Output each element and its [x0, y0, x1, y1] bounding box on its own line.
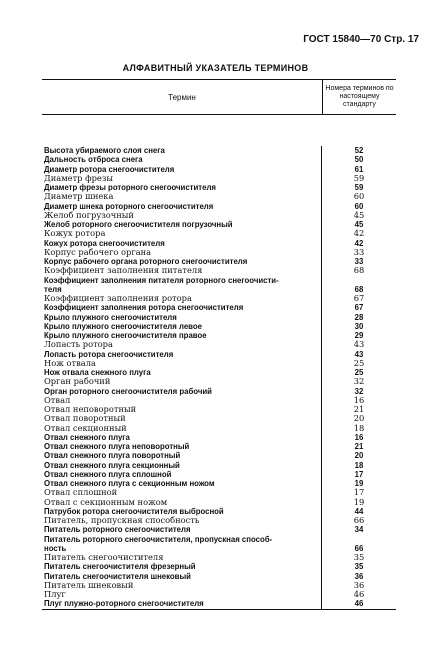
term-cell: Высота убираемого слоя снега [42, 146, 322, 155]
page-header: ГОСТ 15840—70 Стр. 17 [303, 34, 419, 45]
term-number-cell: 59 [353, 172, 365, 183]
table-row [42, 155, 396, 164]
term-number-cell: 42 [354, 238, 364, 248]
term-number-cell: 28 [354, 312, 364, 322]
table-row [42, 442, 396, 451]
term-number-cell: 43 [354, 349, 364, 359]
table-row [42, 220, 396, 229]
table-row [42, 405, 396, 414]
term-number-cell: 34 [354, 525, 364, 535]
term-cell: Дальность отброса снега [42, 155, 322, 164]
term-number-cell: 18 [353, 422, 365, 433]
table-row [42, 507, 396, 516]
term-cell: Коэффициент заполнения ротора [42, 294, 322, 303]
term-number-cell: 45 [353, 209, 365, 220]
term-cell: Диаметр ротора снегоочистителя [42, 165, 322, 174]
table-row [42, 146, 396, 155]
term-cell: Коэффициент заполнения питателя [42, 266, 322, 275]
term-number-cell: 30 [354, 321, 364, 331]
table-row [42, 248, 396, 257]
term-number-cell: 19 [354, 479, 364, 488]
term-cell: Отвал снежного плуга [42, 433, 322, 442]
term-number-cell: 17 [353, 487, 365, 498]
table-row [42, 488, 396, 497]
term-cell: Крыло плужного снегоочистителя [42, 313, 322, 322]
term-cell: Коэффициент заполнения ротора снегоочистителя [42, 303, 322, 312]
table-row [42, 239, 396, 248]
table-row [42, 544, 396, 553]
term-cell: Питатель, пропускная способность [42, 516, 322, 525]
table-row [42, 479, 396, 488]
table-row [42, 396, 396, 405]
table-row [42, 562, 396, 571]
term-number-cell: 36 [353, 579, 365, 590]
table-row [42, 414, 396, 423]
term-number-cell: 60 [353, 191, 365, 202]
term-cell: Отвал поворотный [42, 414, 322, 423]
term-number-cell [322, 276, 396, 285]
table-row [42, 340, 396, 349]
table-row [42, 516, 396, 525]
term-number-cell: 20 [353, 413, 365, 424]
table-row [42, 470, 396, 479]
term-number-cell: 33 [353, 246, 365, 257]
term-cell: Диаметр шнека роторного снегоочистителя [42, 202, 322, 211]
table-row [42, 211, 396, 220]
table-row [42, 192, 396, 201]
term-cell: Питатель снегоочистителя [42, 553, 322, 562]
term-cell: Отвал с секционным ножом [42, 498, 322, 507]
term-cell: Крыло плужного снегоочистителя левое [42, 322, 322, 331]
term-number-cell: 21 [354, 442, 364, 451]
table-row [42, 202, 396, 211]
term-number-cell: 42 [353, 228, 365, 239]
table-row [42, 581, 396, 590]
term-number-cell: 16 [354, 432, 364, 442]
term-number-cell: 45 [354, 220, 364, 229]
term-cell: Орган роторного снегоочистителя рабочий [42, 387, 322, 396]
term-cell: Лопасть ротора снегоочистителя [42, 350, 322, 359]
table-row [42, 229, 396, 238]
term-cell: Орган рабочий [42, 377, 322, 386]
table-header [42, 80, 396, 114]
table-body [42, 114, 396, 609]
table-row [42, 387, 396, 396]
term-number-cell: 67 [354, 303, 364, 313]
term-cell: Отвал [42, 396, 322, 405]
term-number-cell: 67 [353, 293, 365, 303]
table-row [42, 322, 396, 331]
term-number-cell: 25 [353, 357, 365, 368]
table-row [42, 590, 396, 599]
term-cell: Кожух ротора снегоочистителя [42, 239, 322, 248]
term-number-cell: 18 [354, 460, 364, 470]
term-cell: Питатель шнековый [42, 581, 322, 590]
table-row [42, 183, 396, 192]
table-row [42, 285, 396, 294]
term-cell: Лопасть ротора [42, 340, 322, 349]
term-cell: Плуг плужно-роторного снегоочистителя [42, 599, 322, 608]
table-row [42, 165, 396, 174]
term-number-cell: 21 [353, 404, 365, 414]
term-cell: Отвал неповоротный [42, 405, 322, 414]
term-cell: Питатель роторного снегоочистителя [42, 525, 322, 534]
term-cell: Питатель снегоочистителя шнековый [42, 572, 322, 581]
terms-index-table [42, 79, 396, 610]
table-row [42, 377, 396, 386]
term-number-cell: 52 [354, 146, 364, 155]
term-number-cell: 60 [354, 201, 364, 211]
table-row [42, 461, 396, 470]
term-cell: Отвал снежного плуга секционный [42, 461, 322, 470]
term-cell: Желоб погрузочный [42, 211, 322, 220]
term-number-cell: 35 [354, 562, 364, 572]
term-number-cell: 29 [354, 331, 364, 340]
term-cell: Отвал снежного плуга с секционным ножом [42, 479, 322, 488]
term-cell: Корпус рабочего органа [42, 248, 322, 257]
term-number-cell: 32 [353, 376, 365, 387]
term-cell: теля [42, 285, 322, 294]
term-cell: Плуг [42, 590, 322, 599]
term-number-cell: 59 [354, 183, 364, 192]
term-cell: Нож отвала [42, 359, 322, 368]
table-row [42, 572, 396, 581]
table-row [42, 313, 396, 322]
term-cell: Кожух ротора [42, 229, 322, 238]
table-row [42, 294, 396, 303]
table-row [42, 535, 396, 544]
term-number-cell: 46 [353, 589, 365, 599]
term-cell: Коэффициент заполнения питателя роторного снегоочисти- [42, 276, 322, 285]
table-row [42, 174, 396, 183]
term-number-cell: 35 [353, 552, 365, 562]
term-number-cell: 44 [354, 506, 364, 516]
term-number-cell: 61 [354, 164, 364, 174]
term-number-cell: 16 [353, 394, 365, 405]
term-number-cell: 66 [353, 515, 365, 525]
term-cell: Диаметр фрезы [42, 174, 322, 183]
table-row [42, 276, 396, 285]
table-row [42, 553, 396, 562]
term-number-cell: 66 [354, 543, 364, 553]
term-cell: Патрубок ротора снегоочистителя выбросной [42, 507, 322, 516]
term-number-cell: 20 [354, 451, 364, 461]
term-cell: Отвал сплошной [42, 488, 322, 497]
term-cell: Желоб роторного снегоочистителя погрузочный [42, 220, 322, 229]
table-row [42, 331, 396, 340]
table-row [42, 359, 396, 368]
term-number-cell: 19 [353, 496, 365, 507]
term-number-cell: 68 [354, 284, 364, 294]
term-number-cell: 33 [354, 257, 364, 266]
table-row [42, 266, 396, 275]
table-row [42, 368, 396, 377]
term-cell: Крыло плужного снегоочистителя правое [42, 331, 322, 340]
term-cell: Диаметр фрезы роторного снегоочистителя [42, 183, 322, 192]
table-row [42, 599, 396, 608]
term-cell: Корпус рабочего органа роторного снегоочистителя [42, 257, 322, 266]
table-row [42, 525, 396, 534]
term-cell: Отвал секционный [42, 424, 322, 433]
term-number-cell: 50 [354, 155, 364, 165]
table-row [42, 424, 396, 433]
term-number-cell: 32 [354, 386, 364, 396]
table-row [42, 303, 396, 312]
term-cell: Отвал снежного плуга сплошной [42, 470, 322, 479]
column-header-term: Термин [42, 80, 323, 114]
column-header-number: Номера терминов по настоящему стандарту [325, 85, 394, 108]
term-cell: ность [42, 544, 322, 553]
term-cell: Диаметр шнека [42, 192, 322, 201]
term-number-cell: 43 [353, 339, 365, 350]
page-title: АЛФАВИТНЫЙ УКАЗАТЕЛЬ ТЕРМИНОВ [122, 63, 309, 73]
table-row [42, 451, 396, 460]
term-number-cell: 17 [354, 469, 364, 479]
term-number-cell: 46 [354, 599, 364, 609]
table-row [42, 498, 396, 507]
term-cell: Питатель роторного снегоочистителя, пропускная способ- [42, 535, 322, 544]
term-cell: Питатель снегоочистителя фрезерный [42, 562, 322, 571]
term-cell: Отвал снежного плуга неповоротный [42, 442, 322, 451]
term-number-cell: 36 [354, 571, 364, 581]
term-number-cell: 68 [353, 265, 365, 276]
table-row [42, 350, 396, 359]
term-number-cell [322, 535, 396, 544]
term-number-cell: 25 [354, 368, 364, 377]
table-row [42, 257, 396, 266]
table-row [42, 433, 396, 442]
term-cell: Отвал снежного плуга поворотный [42, 451, 322, 460]
term-cell: Нож отвала снежного плуга [42, 368, 322, 377]
